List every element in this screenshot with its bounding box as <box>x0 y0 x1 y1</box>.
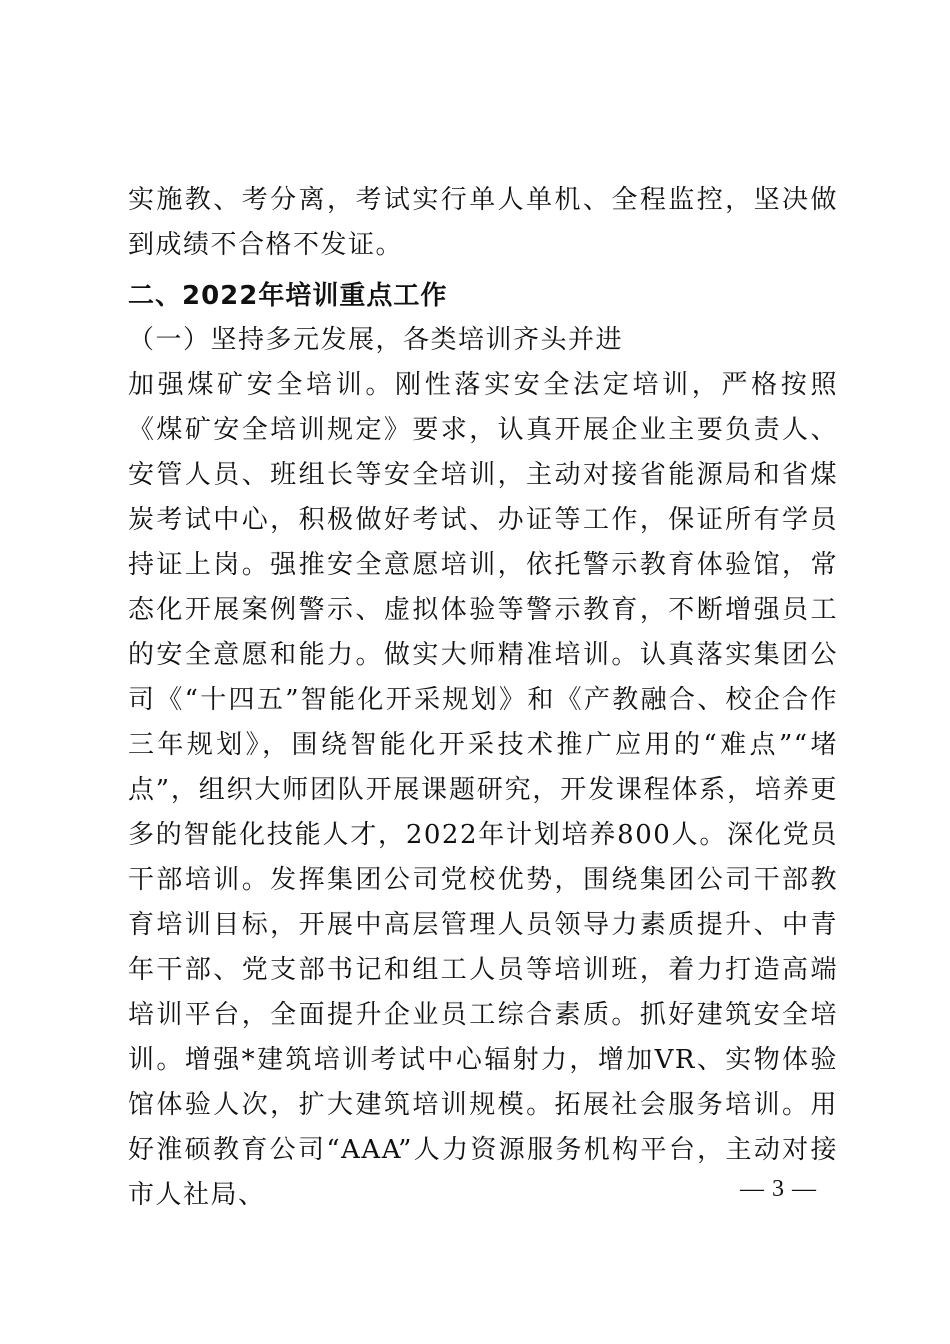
page-number: — 3 — <box>740 1176 817 1202</box>
main-paragraph: 加强煤矿安全培训。刚性落实安全法定培训，严格按照《煤矿安全培训规定》要求，认真开展企业主要负责人、安管人员、班组长等安全培训，主动对接省能源局和省煤炭考试中心，积极做好考试、办证等工作，保证所有学员持证上岗。强推安全意愿培训，依托警示教育体验馆，常态化开展案例警示、虚拟体验等警示教育，不断增强员工的安全意愿和能力。做实大师精准培训。认真落实集团公司《“十四五”智能化开采规划》和《产教融合、校企合作三年规划》，围绕智能化开采技术推广应用的“难点”“堵点”，组织大师团队开展课题研究，开发课程体系，培养更多的智能化技能人才，2022年计划培养800人。深化党员干部培训。发挥集团公司党校优势，围绕集团公司干部教育培训目标，开展中高层管理人员领导力素质提升、中青年干部、党支部书记和组工人员等培训班，着力打造高端培训平台，全面提升企业员工综合素质。抓好建筑安全培训。增强*建筑培训考试中心辐射力，增加VR、实物体验馆体验人次，扩大建筑培训规模。拓展社会服务培训。用好淮硕教育公司“AAA”人力资源服务机构平台，主动对接市人社局、 <box>128 370 838 1210</box>
subsection-heading: （一）坚持多元发展，各类培训齐头并进 <box>128 325 624 355</box>
section-heading: 二、2022年培训重点工作 <box>128 281 448 311</box>
intro-paragraph: 实施教、考分离，考试实行单人单机、全程监控，坚决做到成绩不合格不发证。 <box>128 185 838 260</box>
